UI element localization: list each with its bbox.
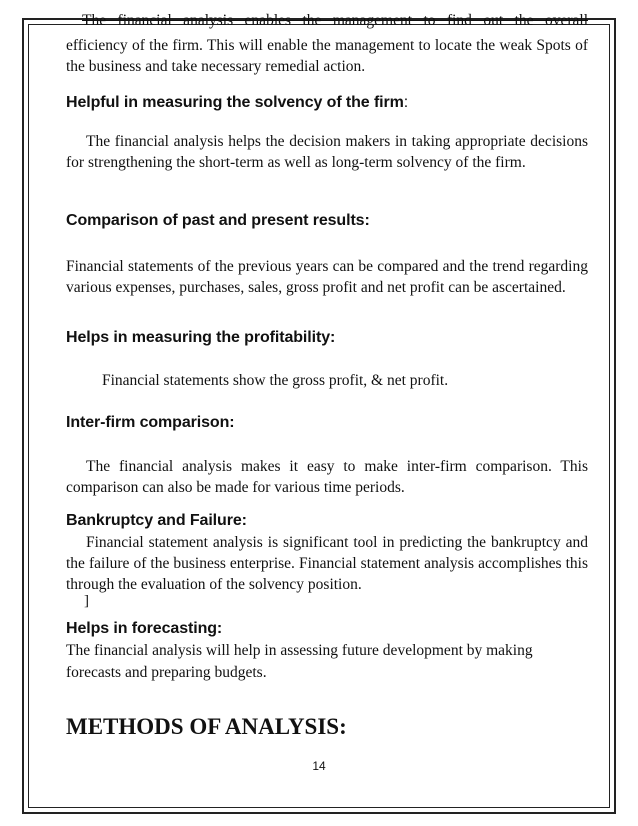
page-number: 14 bbox=[312, 759, 326, 773]
heading-solvency bbox=[66, 94, 408, 112]
heading-forecasting: Helps in forecasting: bbox=[66, 620, 223, 637]
stray-bracket: ] bbox=[84, 593, 89, 609]
paragraph-inter-firm: The financial analysis makes it easy to make inter-firm comparison. This comparison can also be made for various time periods. bbox=[66, 458, 588, 496]
heading-bankruptcy: Bankruptcy and Failure: bbox=[66, 512, 247, 529]
heading-solvency-colon: : bbox=[403, 94, 409, 111]
paragraph-profitability: Financial statements show the gross profit, & net profit. bbox=[102, 372, 449, 389]
paragraph-comparison: Financial statements of the previous years can be compared and the trend regarding various expenses, purchases, sales, gross profit and net profit can be ascertained. bbox=[66, 258, 588, 296]
cut-off-top-line: The financial analysis enables the management to find out the overall bbox=[82, 12, 588, 29]
paragraph-solvency: The financial analysis helps the decision makers in taking appropriate decisions for strengthening the short-term as well as long-term solvency of the firm. bbox=[66, 133, 588, 171]
methods-heading: METHODS OF ANALYSIS: bbox=[66, 714, 347, 739]
paragraph-bankruptcy: Financial statement analysis is significant tool in predicting the bankruptcy and the failure of the business enterprise. Financial statement analysis accomplishes this through the evaluation of the solvency position. bbox=[66, 534, 588, 593]
heading-solvency-text: Helpful in measuring the solvency of the firm bbox=[66, 94, 404, 111]
heading-profitability: Helps in measuring the profitability: bbox=[66, 329, 336, 346]
heading-inter-firm: Inter-firm comparison: bbox=[66, 414, 235, 431]
heading-comparison: Comparison of past and present results: bbox=[66, 212, 370, 229]
intro-paragraph: efficiency of the firm. This will enable the management to locate the weak Spots of the business and take necessary remedial action. bbox=[66, 37, 588, 75]
paragraph-forecasting: The financial analysis will help in assessing future development by making forecasts and preparing budgets. bbox=[66, 642, 533, 681]
